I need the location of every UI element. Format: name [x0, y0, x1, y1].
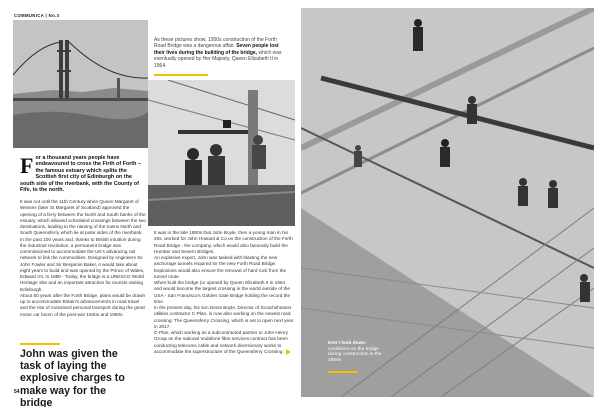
col2-last-text: C-Plan, which working as a subcontracted partner to John Henry Group on the national Vodafone fibre services contract has been conducting telecoms cable and network diversionary works to accommodate the superstructure of the Queensferry Crossing.: [154, 330, 288, 354]
workers-illustration: [148, 80, 295, 226]
pull-quote: John was given the task of laying the explosive charges to make way for the bridge: [20, 348, 125, 407]
bridge-construction-photo: [13, 20, 148, 148]
col1-paragraph: About 60 years after the Forth Bridge, plans would be drawn up to accommodate Britain's advancements in road travel and the rise of motorised personal transport during the great motor car boom of the post-war 1940s and 1950s.: [20, 292, 146, 317]
workers-photo: [148, 80, 295, 226]
col2-paragraph: [154, 330, 294, 355]
accent-rule-overlay: [328, 371, 358, 373]
col1-paragraph: It was not until the 11th Century when Queen Margaret of Wessex (later St Margaret of Scotland) approved the opening of a ferry between the North and South banks of the estuary, which allowed scheduled crossings between the two destinations, leading to the naming of the towns North and South Queensferry which lie at polar sides of the riverbank.: [20, 199, 147, 236]
col2-paragraph: An explosive expert, John was tasked with blasting the new anchorage tunnels required for the new Forth Road Bridge.: [154, 255, 278, 267]
col2-paragraph: Explosions would also ensure the removal of hard rock from the tunnel route.: [154, 267, 287, 279]
col2-paragraph: It was in the late 1950s that John Boyle, then a young man in his 20s, worked for John Howard & Co on the construction of the Forth Road Bridge - the company, which would also famously build the Humber and Severn Bridges.: [154, 230, 293, 254]
body-column-2: [154, 230, 294, 355]
drop-cap: F: [20, 153, 34, 178]
col1-paragraph: In the past 100 years and, thanks to British intuition during the industrial revolution, a permanent bridge was commissioned to accommodate the UK's advancing rail network to link the communities. Designed by engineers Sir John Fowler and Sir Benjamin Baker, it would take about eight years to build and was opened by the Prince of Wales, Edward VII, in 1890 - Today, the bridge is a UNESCO World Heritage Site and an important attraction for tourists visiting Edinburgh.: [20, 236, 145, 292]
end-arrow-icon: [286, 349, 291, 355]
caption-bold: Seven people lost their lives during the building of the bridge,: [154, 43, 279, 56]
caption-tail: which was eventually opened by Her Majesty, Queen Elizabeth II in 1964.: [154, 49, 282, 69]
accent-rule-pullquote: [20, 343, 60, 345]
accent-rule-top: [154, 74, 208, 76]
running-header: COMMUNICA | No.3: [14, 13, 60, 18]
bridge-illustration: [13, 20, 148, 148]
photo-overlay-caption: [328, 341, 386, 363]
cable-spinning-photo: [301, 8, 594, 397]
page-number: 54 |: [14, 389, 23, 395]
overlay-text: conditions on the bridge during construction in the 1950s: [328, 346, 382, 363]
col2-paragraph: When built the bridge (or opened by Queen Elizabeth II in 1964 and would become the largest crossing in the world outside of the USA - San Francisco's Golden Gate Bridge holding the record the time.: [154, 280, 291, 304]
col2-paragraph: In the present day, his son Denis Boyle, Director of Scotchsheasst utilities contractor C-Plan, is now also working on the newest road crossing: The Queensferry Crossing, which is set to open next year in 2017.: [154, 305, 294, 329]
cable-illustration: [301, 8, 594, 397]
top-caption: [154, 37, 282, 69]
caption-intro: As these pictures show, 1950s construction of the Forth Road Bridge was a dangerous affair.: [154, 37, 277, 50]
body-column-1: [20, 199, 147, 318]
lead-paragraph: [20, 155, 147, 193]
overlay-title: Don't look down:: [328, 341, 367, 346]
lead-text: or a thousand years people have endeavoured to cross the Firth of Forth – the famous estuary which splits the Scottish first city of Edinburgh on the south side of the riverbank, with the County of Fife, to the north.: [20, 155, 141, 194]
